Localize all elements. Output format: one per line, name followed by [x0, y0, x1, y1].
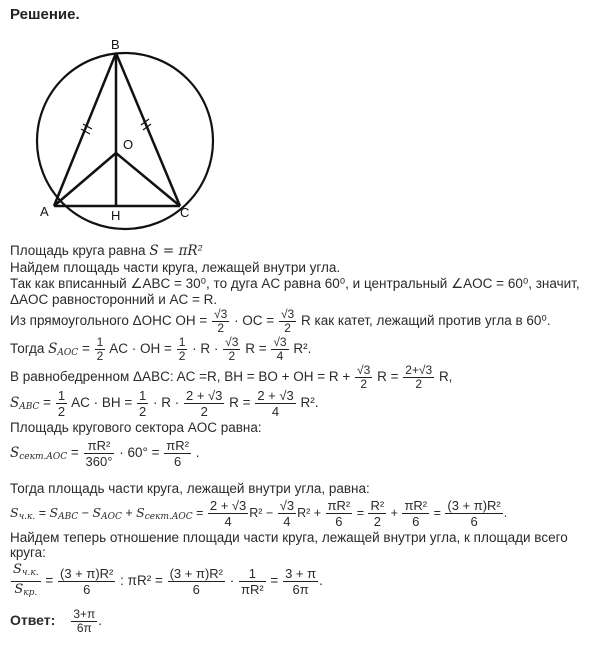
denominator: 6 — [470, 514, 478, 529]
numerator: 1 — [178, 335, 186, 349]
fraction — [56, 388, 67, 419]
numerator: $S_{ч.к.}$ — [11, 562, 41, 582]
fraction — [445, 498, 502, 529]
denominator: 2 — [138, 404, 147, 419]
answer-label: Ответ: — [10, 612, 56, 629]
denominator: 2 — [96, 349, 104, 363]
denominator: 2 — [373, 514, 381, 529]
sabc-part: R = — [229, 395, 251, 411]
sabc-part: AC · BH = — [71, 395, 133, 411]
segment-ao — [54, 153, 116, 206]
numerator: √3 — [225, 335, 239, 349]
fraction — [239, 566, 266, 597]
denominator: 6 — [412, 514, 420, 529]
ratio-fraction — [11, 562, 41, 601]
fraction — [164, 438, 191, 469]
s-aoc-symbol: $S_{AOC}$ — [92, 504, 122, 522]
text-line-7 — [10, 364, 452, 391]
segment-bc — [116, 53, 180, 206]
numerator: πR² — [166, 438, 189, 453]
label-a: A — [40, 204, 49, 219]
saoc-text-4: R². — [293, 341, 312, 357]
sector-part: · 60° = — [119, 445, 160, 461]
numerator: 2 + √3 — [209, 498, 247, 513]
fraction — [84, 438, 115, 469]
fraction — [137, 388, 148, 419]
numerator: πR² — [84, 438, 115, 454]
abc-text: В равнобедренном ΔABC: AC =R, BH = BO + OH = R + — [10, 369, 351, 385]
text-line-4: ΔAOC равносторонний и AC = R. — [10, 292, 218, 307]
saoc-text-1: AC · OH = — [109, 341, 172, 357]
label-h: H — [111, 208, 121, 223]
numerator: √3 — [279, 498, 295, 513]
area-text: Площадь круга равна — [10, 243, 146, 258]
denominator: 2 — [200, 404, 208, 419]
numerator: 2 + √3 — [185, 388, 223, 403]
text-line-s-part: $S_{ч.к.} = S_{ABC} - S_{AOC} + S_{сект.AOC}$ = $\frac{2 + √3}{4}$ R² − $\frac{√3}{4}$ R² + $\frac{\text{πR²}}{6}$ = $\frac{\text{R²}}{2}$ + $\frac{\text{πR²}}{6}$ = $\frac{\text{(3 + π)R²}}{6}$ . — [10, 498, 508, 529]
numerator: R² — [370, 498, 385, 513]
denominator: 6 — [335, 514, 343, 529]
numerator: 1 — [138, 388, 147, 403]
fraction — [271, 336, 288, 363]
numerator: (3 + π)R² — [169, 566, 223, 581]
s-sector-symbol: $S_{сект.AOC}$ — [10, 445, 68, 463]
fraction — [326, 498, 353, 529]
numerator: πR² — [404, 498, 428, 513]
numerator: 2+√3 — [405, 363, 433, 377]
label-o: O — [123, 137, 134, 152]
denominator: 2 — [228, 349, 236, 363]
numerator: √3 — [273, 335, 287, 349]
fraction — [255, 388, 295, 419]
denominator: 2 — [360, 377, 367, 391]
denominator: 4 — [276, 349, 284, 363]
text-line-s-abc: $S_{ABC}$ = $\frac{1}{2}$ AC · BH = $\frac{1}{2}$ · R · $\frac{2 + √3}{2}$ R = $\frac{2 + √3}{4}$ R². — [10, 388, 319, 419]
s-sector-symbol: $S_{сект.AOC}$ — [136, 504, 193, 522]
abc-text-2: R = — [377, 369, 399, 385]
text-line-6: Тогда $S_{AOC}$ = $\frac{1}{2}$ AC · OH = $\frac{1}{2}$ · R · $\frac{√3}{2}$ R = $\frac{√3}{4}$ R². — [10, 335, 312, 363]
numerator: √3 — [214, 307, 228, 321]
fraction — [402, 498, 429, 529]
text-line-9: Тогда площадь части круга, лежащей внутри угла, равна: — [10, 481, 370, 496]
denominator: $S_{кр.}$ — [14, 582, 38, 598]
fraction — [177, 336, 188, 363]
fraction — [184, 388, 224, 419]
fraction — [279, 308, 296, 335]
numerator: √3 — [357, 363, 371, 377]
text-line-ratio: $\frac{S_{ч.к.}}{S_{кр.}}$ = $\frac{\text{(3 + π)R²}}{6}$ : πR² = $\frac{\text{(3 + π)R²}}{6}$ · $\frac{1}{\text{πR²}}$ = $\frac{3 + \pi}{6\pi}$ . — [10, 562, 323, 601]
fraction — [212, 308, 229, 335]
abc-text-3: R, — [438, 369, 453, 385]
answer-line: Ответ: $\frac{3+\pi}{6\pi}$ . — [10, 607, 103, 635]
fraction — [58, 566, 115, 597]
numerator: 3 + π — [285, 566, 317, 581]
fraction — [403, 364, 434, 391]
denominator: 2 — [284, 321, 291, 335]
s-abc-symbol: $S_{ABC}$ — [49, 504, 79, 522]
numerator: 1 — [57, 388, 66, 403]
numerator: 2 + √3 — [257, 388, 294, 403]
numerator: 1 — [239, 566, 266, 582]
fraction — [168, 566, 225, 597]
fraction — [355, 364, 372, 391]
saoc-text-2: · R · — [192, 341, 219, 357]
ohc-text-2: · OC = — [234, 313, 275, 329]
text-line-sector: $S_{сект.AOC}$ = $\frac{\text{πR²}}{360^\circ}$ · 60° = $\frac{\text{πR²}}{6}$ . — [10, 438, 200, 469]
denominator: 2 — [178, 349, 186, 363]
area-formula: S = πR² — [149, 243, 203, 259]
sabc-part: · R · — [152, 395, 180, 411]
denominator: 2 — [217, 321, 224, 335]
fraction — [283, 566, 318, 597]
numerator: (3 + π)R² — [447, 498, 501, 513]
denominator: 360° — [85, 454, 113, 469]
numerator: 3+π — [73, 607, 96, 621]
s-abc-symbol: $S_{ABC}$ — [10, 395, 40, 413]
denominator: 2 — [415, 377, 423, 391]
denominator: 6π — [292, 582, 309, 597]
ohc-text: Из прямоугольного ΔOHC OH = — [10, 313, 208, 329]
ohc-text-3: R как катет, лежащий против угла в 60⁰. — [301, 313, 551, 329]
numerator: √3 — [280, 307, 295, 321]
fraction — [278, 498, 296, 529]
label-b: B — [111, 37, 120, 52]
text-line-3: Так как вписанный ∠ABC = 30⁰, то дуга AC равна 60⁰, и центральный ∠AOC = 60⁰, значит, — [10, 276, 580, 291]
denominator: 2 — [57, 404, 66, 419]
segment-oc — [116, 153, 180, 206]
saoc-text-3: R = — [245, 341, 267, 357]
text-line-2: Найдем площадь части круга, лежащей внутри угла. — [10, 260, 341, 275]
denominator: 6π — [76, 621, 92, 635]
denominator: 4 — [283, 514, 291, 529]
s-part-symbol: $S_{ч.к.}$ — [10, 504, 36, 522]
denominator: 4 — [224, 514, 232, 529]
text-line-5 — [10, 308, 551, 335]
text-line-10: Найдем теперь отношение площади части круга, лежащей внутри угла, к площади всего — [10, 530, 568, 545]
label-c: C — [180, 205, 190, 220]
denominator: 6 — [192, 582, 200, 597]
numerator: 1 — [96, 335, 104, 349]
segment-ab — [54, 53, 116, 206]
fraction — [368, 498, 386, 529]
text-line-8: Площадь кругового сектора AOC равна: — [10, 420, 262, 435]
denominator: 6 — [83, 582, 91, 597]
numerator: (3 + π)R² — [60, 566, 114, 581]
sector-part: . — [195, 445, 200, 461]
solution-heading: Решение. — [10, 6, 80, 23]
numerator: πR² — [327, 498, 351, 513]
text-line-11: круга: — [10, 545, 46, 560]
geometry-figure — [30, 36, 230, 236]
fraction — [208, 498, 248, 529]
s-aoc-symbol: $S_{AOC}$ — [48, 341, 79, 359]
denominator: 4 — [271, 404, 280, 419]
denominator: 6 — [173, 454, 182, 469]
answer-fraction — [71, 608, 97, 635]
sabc-part: R². — [300, 395, 319, 411]
tогда-text: Тогда — [10, 341, 45, 357]
text-line-1 — [10, 243, 203, 259]
denominator: πR² — [240, 582, 264, 597]
fraction — [95, 336, 106, 363]
fraction — [223, 336, 240, 363]
